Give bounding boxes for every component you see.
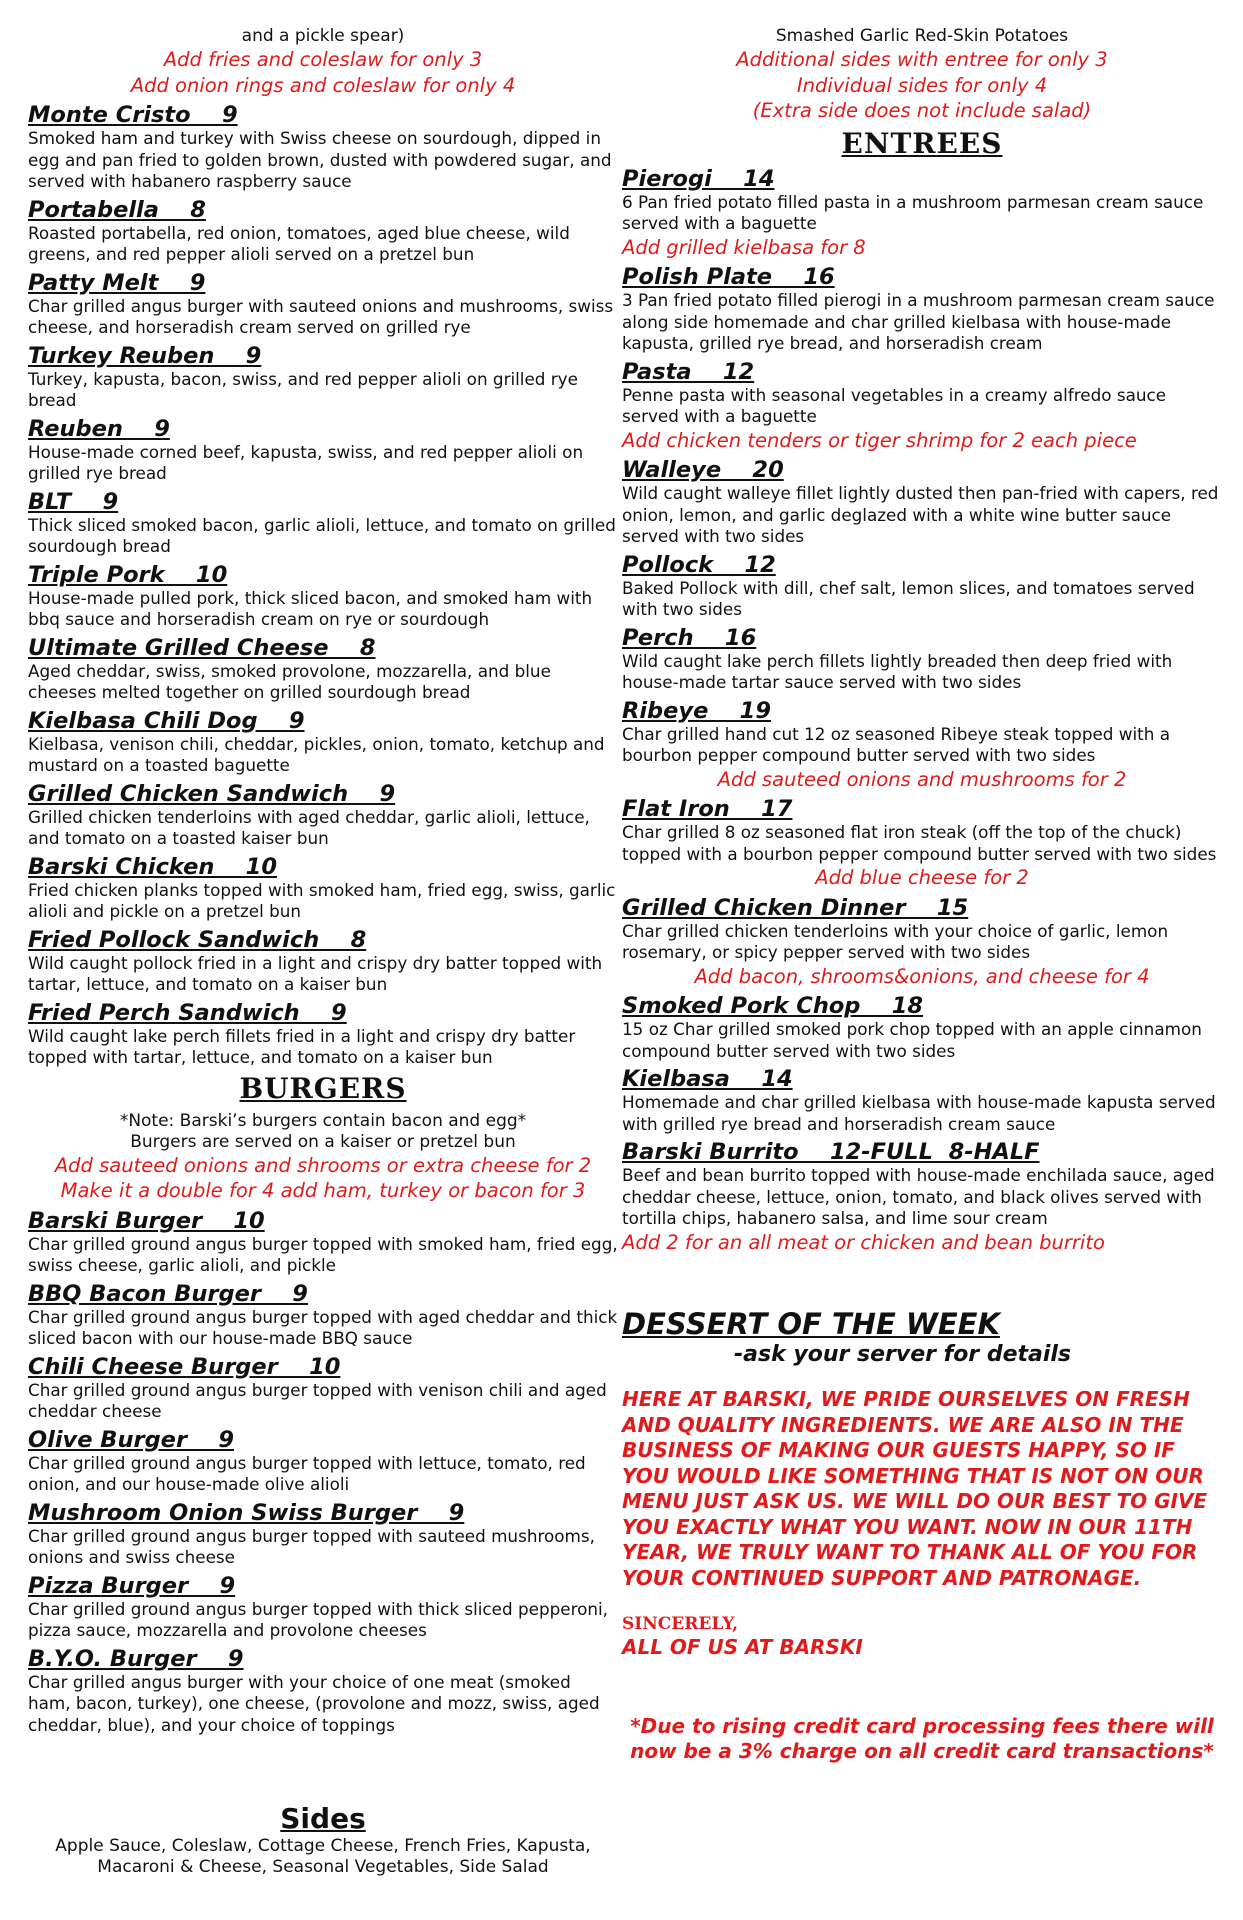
menu-item-title: Grilled Chicken Sandwich 9	[28, 780, 396, 807]
menu-item-title: Reuben 9	[28, 415, 170, 442]
menu-item-description: Beef and bean burrito topped with house-made enchilada sauce, aged cheddar cheese, lettuce, onion, tomato, and black olives served with tortilla chips, habanero salsa, and lime sour cream	[622, 1165, 1215, 1228]
price-addon-note: Additional sides with entree for only 3	[736, 48, 1108, 71]
menu-item-description: Baked Pollock with dill, chef salt, lemon slices, and tomatoes served with two sides	[622, 577, 1195, 619]
menu-item-title: Pasta 12	[622, 358, 755, 385]
menu-item-title: BLT 9	[28, 488, 119, 515]
menu-item	[622, 552, 1222, 621]
menu-item	[28, 708, 618, 777]
menu-item	[622, 359, 1222, 454]
menu-item-title: Pizza Burger 9	[28, 1572, 236, 1599]
menu-item-title: Pierogi 14	[622, 165, 775, 192]
menu-item-title: Barski Burrito 12-FULL 8-HALF	[622, 1139, 1040, 1165]
entrees-heading: ENTREES	[841, 126, 1003, 160]
sides-list: Apple Sauce, Coleslaw, Cottage Cheese, French Fries, Kapusta, Macaroni & Cheese, Seasonal Vegetables, Side Salad	[55, 1836, 591, 1877]
menu-item-title: BBQ Bacon Burger 9	[28, 1280, 308, 1307]
menu-item	[28, 1427, 618, 1496]
right-column	[622, 26, 1222, 1764]
menu-item-description: 6 Pan fried potato filled pasta in a mushroom parmesan cream sauce served with a baguette	[622, 191, 1204, 233]
menu-item	[622, 698, 1222, 793]
menu-item-description: Wild caught pollock fried in a light and crispy dry batter topped with tartar, lettuce, and tomato on a kaiser bun	[28, 952, 603, 994]
menu-note: *Note: Barski’s burgers contain bacon and egg*	[119, 1110, 527, 1131]
menu-item-description: Char grilled chicken tenderloins with your choice of garlic, lemon rosemary, or spicy pepper served with two sides	[622, 920, 1169, 962]
menu-item-description: Wild caught walleye fillet lightly dusted then pan-fried with capers, red onion, lemon, and garlic deglazed with a white wine butter sauce served with two sides	[622, 483, 1219, 546]
menu-item-description: Char grilled ground angus burger topped with venison chili and aged cheddar cheese	[28, 1379, 607, 1421]
menu-item-description: Char grilled angus burger with your choice of one meat (smoked ham, bacon, turkey), one cheese, (provolone and mozz, swiss, aged cheddar, blue), and your choice of toppings	[28, 1671, 600, 1735]
menu-item	[28, 489, 618, 558]
menu-item-addon: Add grilled kielbasa for 8	[622, 235, 866, 259]
menu-item	[622, 625, 1222, 694]
menu-item-title: Patty Melt 9	[28, 269, 206, 296]
menu-item-addon: Add 2 for an all meat or chicken and bean burrito	[622, 1230, 1105, 1254]
menu-item-description: Kielbasa, venison chili, cheddar, pickles, onion, tomato, ketchup and mustard on a toasted baguette	[28, 733, 605, 775]
owner-message: HERE AT BARSKI, WE PRIDE OURSELVES ON FRESH AND QUALITY INGREDIENTS. WE ARE ALSO IN THE BUSINESS OF MAKING OUR GUESTS HAPPY, SO IF YOU WOULD LIKE SOMETHING THAT IS NOT ON OUR MENU JUST ASK US. WE WILL DO OUR BEST TO GIVE YOU EXACTLY WHAT YOU WANT. NOW IN OUR 11TH YEAR, WE TRULY WANT TO THANK ALL OF YOU FOR YOUR CONTINUED SUPPORT AND PATRONAGE.	[622, 1387, 1208, 1590]
menu-item	[28, 1000, 618, 1069]
menu-item	[28, 416, 618, 485]
signature-text: ALL OF US AT BARSKI	[622, 1635, 863, 1659]
menu-item-title: Olive Burger 9	[28, 1426, 235, 1453]
menu-item-description: House-made pulled pork, thick sliced bacon, and smoked ham with bbq sauce and horseradish cream on rye or sourdough	[28, 587, 593, 629]
menu-item-title: B.Y.O. Burger 9	[28, 1645, 244, 1672]
menu-item	[28, 927, 618, 996]
menu-item	[28, 781, 618, 850]
menu-item-title: Portabella 8	[28, 196, 206, 223]
credit-card-fee-note: *Due to rising credit card processing fees there will now be a 3% charge on all credit card transactions*	[630, 1714, 1214, 1763]
menu-item-description: Wild caught lake perch fillets lightly breaded then deep fried with house-made tartar sauce served with two sides	[622, 650, 1173, 692]
menu-item	[28, 1208, 618, 1277]
menu-item-description: Thick sliced smoked bacon, garlic alioli, lettuce, and tomato on grilled sourdough bread	[28, 514, 616, 556]
menu-item	[622, 1139, 1222, 1255]
menu-item	[28, 270, 618, 339]
menu-item	[28, 562, 618, 631]
menu-item-description: Char grilled ground angus burger topped with aged cheddar and thick sliced bacon with our house-made BBQ sauce	[28, 1306, 618, 1348]
menu-item	[622, 166, 1222, 261]
menu-item	[622, 796, 1222, 891]
price-addon-note: Make it a double for 4 add ham, turkey or bacon for 3	[60, 1179, 586, 1202]
menu-item-title: Barski Chicken 10	[28, 853, 277, 880]
menu-item	[622, 1066, 1222, 1135]
dessert-heading: DESSERT OF THE WEEK	[622, 1307, 1000, 1341]
sandwich-list	[28, 102, 618, 1069]
menu-item-description: Grilled chicken tenderloins with aged cheddar, garlic alioli, lettuce, and tomato on a toasted kaiser bun	[28, 806, 590, 848]
menu-item-title: Turkey Reuben 9	[28, 342, 262, 369]
menu-item-title: Smoked Pork Chop 18	[622, 993, 924, 1019]
menu-item	[28, 197, 618, 266]
menu-item-title: Ultimate Grilled Cheese 8	[28, 634, 376, 661]
menu-item-title: Kielbasa 14	[622, 1066, 793, 1092]
price-addon-note: (Extra side does not include salad)	[752, 99, 1092, 122]
price-addon-note: Individual sides for only 4	[796, 73, 1048, 97]
dessert-subtitle: -ask your server for details	[734, 1342, 1072, 1367]
menu-item	[28, 1500, 618, 1569]
menu-item-description: Char grilled ground angus burger topped with thick sliced pepperoni, pizza sauce, mozzarella and provolone cheeses	[28, 1598, 609, 1640]
burger-notes	[28, 1111, 618, 1204]
menu-item-description: House-made corned beef, kapusta, swiss, and red pepper alioli on grilled rye bread	[28, 441, 584, 483]
menu-item-description: Smoked ham and turkey with Swiss cheese on sourdough, dipped in egg and pan fried to golden brown, dusted with powdered sugar, and served with habanero raspberry sauce	[28, 128, 612, 191]
menu-item-title: Chili Cheese Burger 10	[28, 1353, 341, 1380]
menu-item	[28, 854, 618, 923]
menu-item-description: Wild caught lake perch fillets fried in a light and crispy dry batter topped with tartar, lettuce, and tomato on a kaiser bun	[28, 1025, 576, 1067]
menu-item-description: Char grilled ground angus burger topped with sauteed mushrooms, onions and swiss cheese	[28, 1525, 595, 1567]
menu-item-addon: Add chicken tenders or tiger shrimp for 2 each piece	[622, 428, 1137, 452]
menu-item-addon: Add bacon, shrooms&onions, and cheese for 4	[694, 964, 1150, 988]
menu-item	[622, 895, 1222, 990]
menu-item	[28, 1354, 618, 1423]
menu-item	[28, 102, 618, 193]
menu-item	[28, 635, 618, 704]
menu-item-description: Fried chicken planks topped with smoked ham, fried egg, swiss, garlic alioli and pickle on a pretzel bun	[28, 879, 616, 921]
menu-item-title: Monte Cristo 9	[28, 102, 238, 128]
menu-item-description: Char grilled ground angus burger topped with smoked ham, fried egg, swiss cheese, garlic alioli, and pickle	[28, 1233, 618, 1275]
menu-item-title: Triple Pork 10	[28, 561, 228, 588]
sides-heading: Sides	[280, 1802, 366, 1835]
burgers-heading: BURGERS	[239, 1071, 407, 1105]
menu-item-title: Mushroom Onion Swiss Burger 9	[28, 1499, 465, 1526]
menu-item	[622, 993, 1222, 1062]
menu-item-title: Kielbasa Chili Dog 9	[28, 707, 305, 734]
menu-item-title: Grilled Chicken Dinner 15	[622, 894, 969, 921]
menu-item	[28, 1281, 618, 1350]
menu-item-description: 3 Pan fried potato filled pierogi in a mushroom parmesan cream sauce along side homemade and char grilled kielbasa with house-made kapusta, grilled rye bread, and horseradish cream	[622, 290, 1215, 353]
menu-item-title: Barski Burger 10	[28, 1207, 265, 1234]
menu-note: Smashed Garlic Red-Skin Potatoes	[775, 26, 1069, 46]
menu-item-addon: Add sauteed onions and mushrooms for 2	[717, 767, 1127, 791]
price-addon-note: Add sauteed onions and shrooms or extra cheese for 2	[54, 1153, 592, 1177]
menu-note: Burgers are served on a kaiser or pretzel bun	[130, 1131, 516, 1152]
menu-item-description: Aged cheddar, swiss, smoked provolone, mozzarella, and blue cheeses melted together on grilled sourdough bread	[28, 660, 551, 702]
menu-note: and a pickle spear)	[241, 26, 405, 46]
menu-item-title: Ribeye 19	[622, 697, 771, 724]
menu-item-description: Roasted portabella, red onion, tomatoes, aged blue cheese, wild greens, and red pepper alioli served on a pretzel bun	[28, 222, 570, 264]
menu-item	[622, 457, 1222, 548]
menu-item-description: Char grilled ground angus burger topped with lettuce, tomato, red onion, and our house-made olive alioli	[28, 1452, 586, 1494]
right-top-notes	[622, 26, 1222, 124]
burger-list	[28, 1208, 618, 1737]
price-addon-note: Add fries and coleslaw for only 3	[163, 48, 483, 71]
menu-item	[28, 1573, 618, 1642]
menu-item-addon: Add blue cheese for 2	[815, 866, 1029, 889]
left-top-notes	[28, 26, 618, 98]
menu-item-title: Walleye 20	[622, 457, 784, 483]
menu-item-title: Pollock 12	[622, 551, 776, 578]
menu-item	[28, 343, 618, 412]
menu-item-title: Fried Pollock Sandwich 8	[28, 926, 367, 953]
menu-item-description: Char grilled hand cut 12 oz seasoned Ribeye steak topped with a bourbon pepper compound butter served with two sides	[622, 723, 1170, 765]
menu-item-title: Fried Perch Sandwich 9	[28, 999, 347, 1026]
menu-item-description: Penne pasta with seasonal vegetables in a creamy alfredo sauce served with a baguette	[622, 384, 1167, 426]
menu-item	[622, 264, 1222, 355]
entree-list	[622, 166, 1222, 1256]
price-addon-note: Add onion rings and coleslaw for only 4	[130, 73, 516, 97]
menu-item-title: Flat Iron 17	[622, 796, 793, 822]
menu-item	[28, 1646, 618, 1737]
sincerely-text: SINCERELY,	[622, 1614, 739, 1634]
menu-item-title: Polish Plate 16	[622, 264, 835, 290]
menu-item-description: Turkey, kapusta, bacon, swiss, and red pepper alioli on grilled rye bread	[28, 368, 578, 410]
menu-item-description: 15 oz Char grilled smoked pork chop topped with an apple cinnamon compound butter served with two sides	[622, 1019, 1202, 1061]
menu-item-description: Char grilled angus burger with sauteed onions and mushrooms, swiss cheese, and horseradish cream served on grilled rye	[28, 295, 614, 337]
menu-item-description: Char grilled 8 oz seasoned flat iron steak (off the top of the chuck) topped with a bourbon pepper compound butter served with two sides	[622, 822, 1217, 864]
left-column	[28, 26, 618, 1878]
menu-item-title: Perch 16	[622, 624, 757, 651]
menu-item-description: Homemade and char grilled kielbasa with house-made kapusta served with grilled rye bread and horseradish cream sauce	[622, 1092, 1216, 1134]
